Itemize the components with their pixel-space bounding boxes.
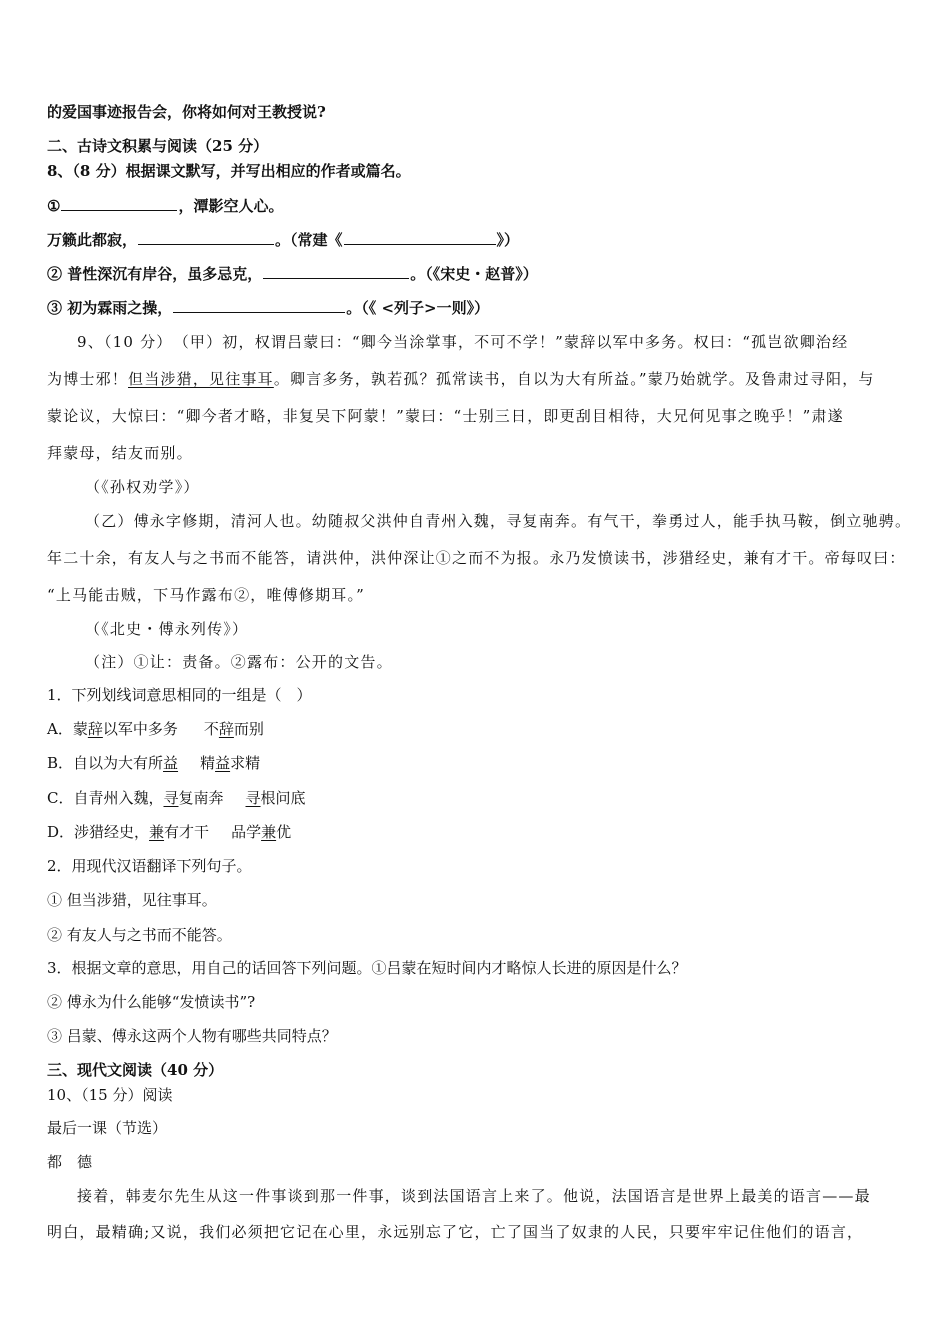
option-text: 而别 [233,720,264,738]
q9-sub3-item-3: ③ 吕蒙、傅永这两个人物有哪些共同特点？ [47,1027,337,1045]
q9-passage-a-line-4: 拜蒙母，结友而别。 [47,444,193,462]
article-author: 都 德 [47,1153,93,1171]
underlined-word: 益 [215,754,231,772]
passage-text: 。卿言多务，孰若孤？孤常读书，自以为大有所益。”蒙乃始就学。及鲁肃过寻阳，与 [273,370,875,388]
underlined-word: 寻 [163,789,179,807]
option-text: 优 [276,823,292,841]
option-text: A．蒙 [47,720,88,738]
q9-sub3-item-2: ② 傅永为什么能够“发愤读书”? [47,993,256,1011]
underlined-word: 寻 [245,789,261,807]
option-d [47,822,913,842]
q8-line-3 [47,264,913,284]
top-line: 的爱国事迹报告会，你将如何对王教授说? [47,103,326,121]
article-line-1: 接着，韩麦尔先生从这一件事谈到那一件事，谈到法国语言上来了。他说，法国语言是世界上最美的语言——最 [77,1187,871,1205]
fill-blank[interactable] [173,298,345,313]
q9-source-b: （《北史・傅永列传》） [85,620,249,638]
verse-text: ，潭影空人心。 [178,197,284,215]
q8-line-1 [47,196,913,216]
citation-text: 。（常建《 [275,231,343,249]
q9-sub2-prompt: 2．用现代汉语翻译下列句子。 [47,857,252,875]
underlined-word: 兼 [261,823,277,841]
q9-passage-b-line-1: （乙）傅永字修期，清河人也。幼随叔父洪仲自青州入魏，寻复南奔。有气干，拳勇过人，能手执马鞍，倒立驰骋。 [85,512,912,530]
option-b [47,753,913,773]
option-text: 有才干 [164,823,210,841]
option-text: 根问底 [260,789,306,807]
verse-text: 万籁此都寂， [47,231,138,249]
option-text: 精 [200,754,216,772]
option-text: C．自青州入魏， [47,789,164,807]
option-a [47,719,913,739]
section2-heading: 二、古诗文积累与阅读（25 分） [47,137,269,155]
fill-blank[interactable] [344,230,496,245]
q9-sub2-item-1: ① 但当涉猎，见往事耳。 [47,891,217,909]
option-text: 求精 [230,754,261,772]
option-text: 复南奔 [178,789,224,807]
fill-blank[interactable] [263,264,409,279]
q9-passage-a-line-2 [47,369,913,389]
citation-text: 。（《 <列子>一则》） [346,299,490,317]
q9-sub3-prompt: 3．根据文章的意思，用自己的话回答下列问题。①吕蒙在短时间内才略惊人长进的原因是什么？ [47,959,687,977]
verse-text: ③ 初为霖雨之操， [47,299,173,317]
q9-passage-a-line-3: 蒙论议，大惊曰：“卿今者才略，非复吴下阿蒙！”蒙曰：“士别三日，即更刮目相待，大兄何见事之晚乎！”肃遂 [47,407,844,425]
underlined-word: 兼 [149,823,165,841]
q9-source-a: （《孙权劝学》） [85,478,200,496]
q8-line-4 [47,298,913,318]
q8-line-2 [47,230,913,250]
underlined-sentence: 但当涉猎，见往事耳 [128,370,274,388]
q9-sub1-prompt: 1．下列划线词意思相同的一组是（ ） [47,686,312,704]
citation-text: 。（《宋史・赵普》） [410,265,538,283]
verse-text: ② 普性深沉有岸谷，虽多忌克， [47,265,263,283]
q9-passage-a-line-1: 9、（10 分） （甲）初，权谓吕蒙曰：“卿今当涂掌事，不可不学！”蒙辞以军中多务。权曰：“孤岂欲卿治经 [77,333,849,351]
option-text: 以军中多务 [102,720,178,738]
section3-heading: 三、现代文阅读（40 分） [47,1061,224,1079]
q9-sub2-item-2: ② 有友人与之书而不能答。 [47,926,232,944]
option-text: D．涉猎经史， [47,823,150,841]
underlined-word: 益 [163,754,179,772]
q8-prompt: 8、（8 分）根据课文默写，并写出相应的作者或篇名。 [47,162,411,180]
citation-text: 》） [496,231,520,249]
underlined-word: 辞 [87,720,103,738]
q9-passage-b-line-2: 年二十余，有友人与之书而不能答，请洪仲，洪仲深让①之而不为报。永乃发愤读书，涉猎经史，兼有才干。帝每叹曰： [47,549,906,567]
circled-number: ① [47,197,61,215]
article-line-2: 明白，最精确;又说，我们必须把它记在心里，永远别忘了它，亡了国当了奴隶的人民，只要牢牢记住他们的语言， [47,1223,864,1241]
passage-text: 为博士邪！ [47,370,129,388]
underlined-word: 辞 [218,720,234,738]
q9-passage-b-line-3: “上马能击贼，下马作露布②，唯傅修期耳。” [47,586,366,604]
q9-note: （注）①让：责备。②露布：公开的文告。 [85,653,393,671]
option-text: 品学 [231,823,262,841]
fill-blank[interactable] [61,196,177,211]
option-c [47,788,913,808]
q10-prompt: 10、（15 分）阅读 [47,1086,173,1104]
option-text: 不 [203,720,219,738]
fill-blank[interactable] [138,230,274,245]
option-text: B．自以为大有所 [47,754,164,772]
article-title: 最后一课（节选） [47,1119,168,1137]
